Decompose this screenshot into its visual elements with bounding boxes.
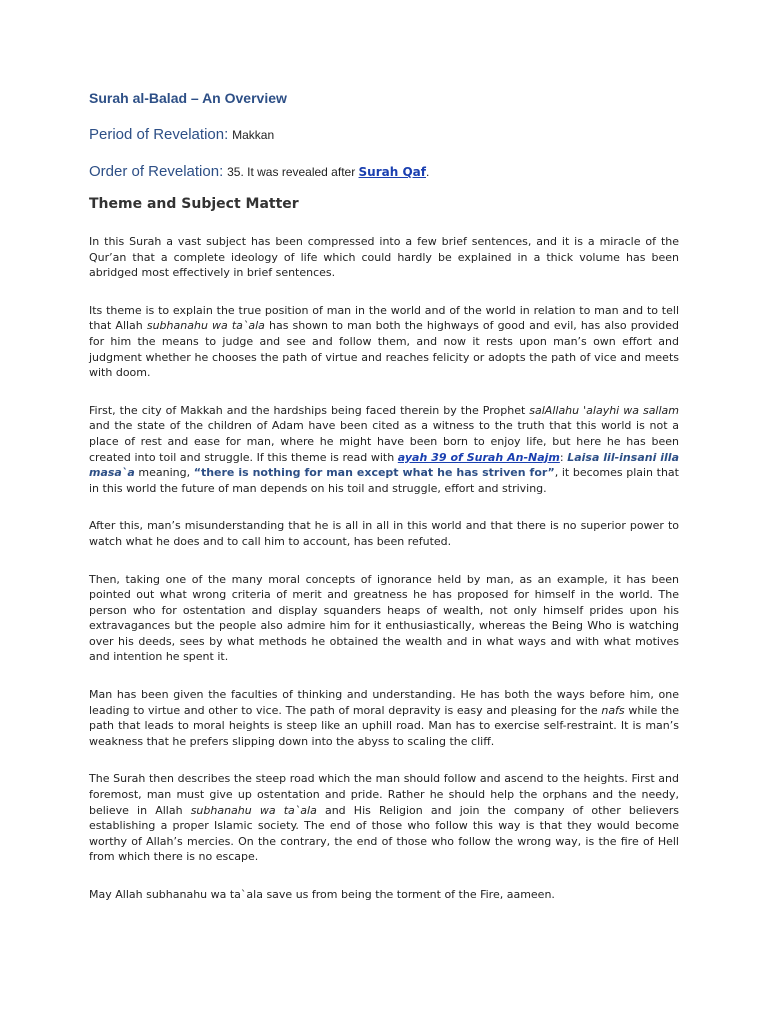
p2-emphasis: subhanahu wa ta`ala <box>146 319 265 333</box>
paragraph-1: In this Surah a vast subject has been compressed into a few brief sentences, and it is a miracle of the Qur’an that a complete ideology of life which could hardly be explained in a thick volume has been abridged most effectively in brief sentences. <box>89 235 679 280</box>
theme-heading: Theme and Subject Matter <box>89 196 299 212</box>
paragraph-5: Then, taking one of the many moral concepts of ignorance held by man, as an example, it has been pointed out what wrong criteria of merit and greatness he has proposed for himself in the world. The person who for ostentation and display squanders heaps of wealth, not only himself prides upon his extravagances but the people also admire him for it enthusiastically, whereas the Being Who is watching over his deeds, sees by what methods he obtained the wealth and in what ways and with what motives and intention he spent it. <box>89 572 679 664</box>
p3-text-a: First, the city of Makkah and the hardships being faced therein by the Prophet <box>89 403 530 417</box>
p3-emphasis: salAllahu 'alayhi wa sallam <box>529 403 680 417</box>
period-value: Makkan <box>232 128 275 142</box>
paragraph-3 <box>89 403 679 497</box>
p7-text-a: The Surah then describes the steep road which the man should follow and ascend to the heights. First and foremost, man must give up ostentation and pride. Rather he should help the orphans and the needy, believe in Allah <box>89 772 679 817</box>
paragraph-4: After this, man’s misunderstanding that he is all in all in this world and that there is no superior power to watch what he does and to call him to account, has been refuted. <box>89 519 679 548</box>
p3-text-e: , it becomes plain that in this world the future of man depends on his toil and struggle, effort and striving. <box>89 466 679 495</box>
order-label: Order of Revelation: <box>89 163 224 180</box>
p6-text-b: while the path that leads to moral heights is steep like an uphill road. Man has to exercise self-restraint. It is man’s weakness that he prefers slipping down into the abyss to scaling the cliff. <box>89 703 679 748</box>
paragraph-7 <box>89 771 679 865</box>
order-of-revelation <box>89 163 679 180</box>
paragraph-8: May Allah subhanahu wa ta`ala save us from being the torment of the Fire, aameen. <box>89 888 555 901</box>
order-value-end: . <box>425 165 430 179</box>
period-of-revelation <box>89 126 679 143</box>
p6-text-a: Man has been given the faculties of thinking and understanding. He has both the ways before him, one leading to virtue and other to vice. The path of moral depravity is easy and pleasing for the <box>89 688 679 717</box>
p7-text-b: and His Religion and join the company of other believers establishing a proper Islamic society. The end of those who follow this way is that they would become worthy of Allah’s mercies. On the contrary, the end of those who follow the wrong way, is the fire of Hell from which there is no escape. <box>89 803 680 864</box>
p3-text-d: meaning, <box>134 466 194 480</box>
ayah-39-link[interactable]: ayah 39 of Surah An-Najm <box>397 450 560 464</box>
p6-emphasis: nafs <box>601 703 625 717</box>
p3-text-c: : <box>559 450 568 464</box>
p7-emphasis: subhanahu wa ta`ala <box>190 803 317 817</box>
p3-quote: “there is nothing for man except what he has striven for” <box>193 466 555 480</box>
page-title: Surah al-Balad – An Overview <box>89 90 287 106</box>
p2-text-a: Its theme is to explain the true position of man in the world and of the world in relation to man and to tell that Allah <box>89 303 679 333</box>
paragraph-2 <box>89 303 679 381</box>
p3-transliteration: Laisa lil-insani illa masa`a <box>89 450 679 480</box>
surah-qaf-link[interactable]: Surah Qaf <box>358 165 426 179</box>
p3-text-b: and the state of the children of Adam have been cited as a witness to the truth that this world is not a place of rest and ease for man, where he might have been born to enjoy life, but here he has been created into toil and struggle. If this theme is read with <box>89 419 679 464</box>
paragraph-6 <box>89 687 679 749</box>
order-value: 35. It was revealed after <box>227 165 359 179</box>
p2-text-b: has shown to man both the highways of good and evil, has also provided for him the means to judge and see and follow them, and now it rests upon man’s own effort and judgment whether he chooses the path of virtue and reaches felicity or adopts the path of vice and meets with doom. <box>89 319 679 380</box>
period-label: Period of Revelation: <box>89 126 229 143</box>
